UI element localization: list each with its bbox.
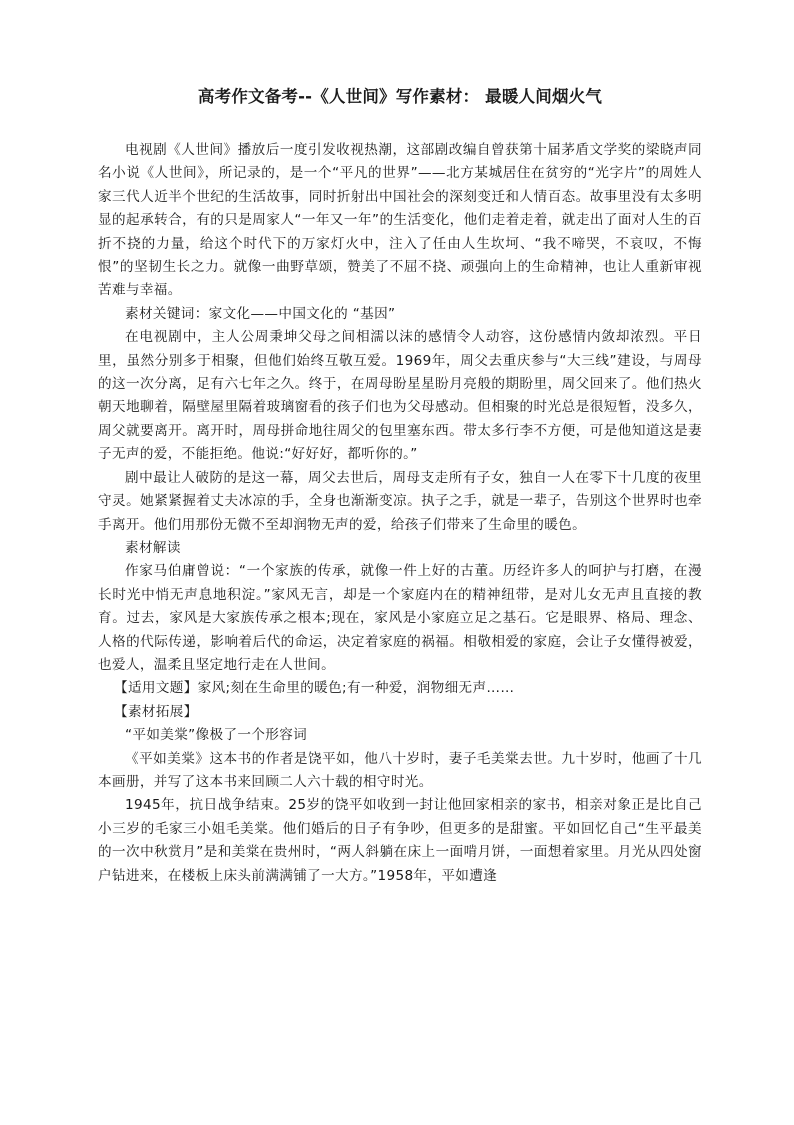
paragraph-farewell: 剧中最让人破防的是这一幕，周父去世后，周母支走所有子女，独自一人在零下十几度的夜里守灵。她紧紧握着丈夫冰凉的手，全身也渐渐变凉。执子之手，就是一辈子，告别这个世界时也牵手离开。他们用那份无微不至却润物无声的爱，给孩子们带来了生命里的暖色。: [98, 469, 702, 533]
document-title: 高考作文备考--《人世间》写作素材： 最暖人间烟火气: [197, 87, 603, 106]
paragraph-intro: 电视剧《人世间》播放后一度引发收视热潮，这部剧改编自曾获第十届茅盾文学奖的梁晓声同名小说《人世间》，所记录的，是一个“平凡的世界”——北方某城居住在贫穷的“光字片”的周姓人家三代人近半个世纪的生活故事，同时折射出中国社会的深刻变迁和人情百态。故事里没有太多明显的起承转合，有的只是周家人“一年又一年”的生活变化，他们走着走着，就走出了面对人生的百折不挠的力量，给这个时代下的万家灯火中，注入了任由人生坎坷、“我不啼哭，不哀叹，不悔恨”的坚韧生长之力。就像一曲野草颂，赞美了不屈不挠、顽强向上的生命精神，也让人重新审视苦难与幸福。: [98, 142, 702, 299]
paragraph-story: 1945年，抗日战争结束。25岁的饶平如收到一封让他回家相亲的家书，相亲对象正是比自己小三岁的毛家三小姐毛美棠。他们婚后的日子有争吵，但更多的是甜蜜。平如回忆自己“生平最美的一次中秋赏月”是和美棠在贵州时，“两人斜躺在床上一面啃月饼，一面想着家里。月光从四处窗户钻进来，在楼板上床头前满满铺了一大方。”1958年，平如遭逢: [98, 797, 702, 884]
paragraph-expansion-heading: 【素材拓展】: [114, 703, 198, 720]
paragraph-interpretation: 作家马伯庸曾说：“一个家族的传承，就像一件上好的古董。历经许多人的呵护与打磨，在漫长时光中悄无声息地积淀。”家风无言，却是一个家庭内在的精神纽带，是对儿女无声且直接的教育。过去，家风是大家族传承之根本;现在，家风是小家庭立足之基石。它是眼界、格局、理念、人格的代际传递，影响着后代的命运，决定着家庭的祸福。相敬相爱的家庭，会让子女懂得被爱，也爱人，温柔且坚定地行走在人世间。: [98, 563, 702, 673]
paragraph-parents: 在电视剧中，主人公周秉坤父母之间相濡以沫的感情令人动容，这份感情内敛却浓烈。平日里，虽然分别多于相聚，但他们始终互敬互爱。1969年，周父去重庆参与“大三线”建设，与周母的这一次分离，足有六七年之久。终于，在周母盼星星盼月亮般的期盼里，周父回来了。他们热火朝天地聊着，隔壁屋里隔着玻璃窗看的孩子们也为父母感动。但相聚的时光总是很短暂，没多久，周父就要离开。离开时，周母拼命地往周父的包里塞东西。带太多行李不方便，可是他知道这是妻子无声的爱，不能拒绝。他说:“好好好，都听你的。”: [98, 329, 702, 463]
paragraph-book: 《平如美棠》这本书的作者是饶平如，他八十岁时，妻子毛美棠去世。九十岁时，他画了十几本画册，并写了这本书来回顾二人六十载的相守时光。: [98, 750, 702, 790]
paragraph-interpretation-heading: 素材解读: [125, 539, 181, 556]
paragraph-keyword: 素材关键词：家文化——中国文化的 “基因”: [125, 305, 396, 322]
paragraph-topics: 【适用文题】家风;刻在生命里的暖色;有一种爱，润物细无声……: [114, 680, 515, 697]
paragraph-expansion-title: “平如美棠”像极了一个形容词: [125, 727, 308, 744]
